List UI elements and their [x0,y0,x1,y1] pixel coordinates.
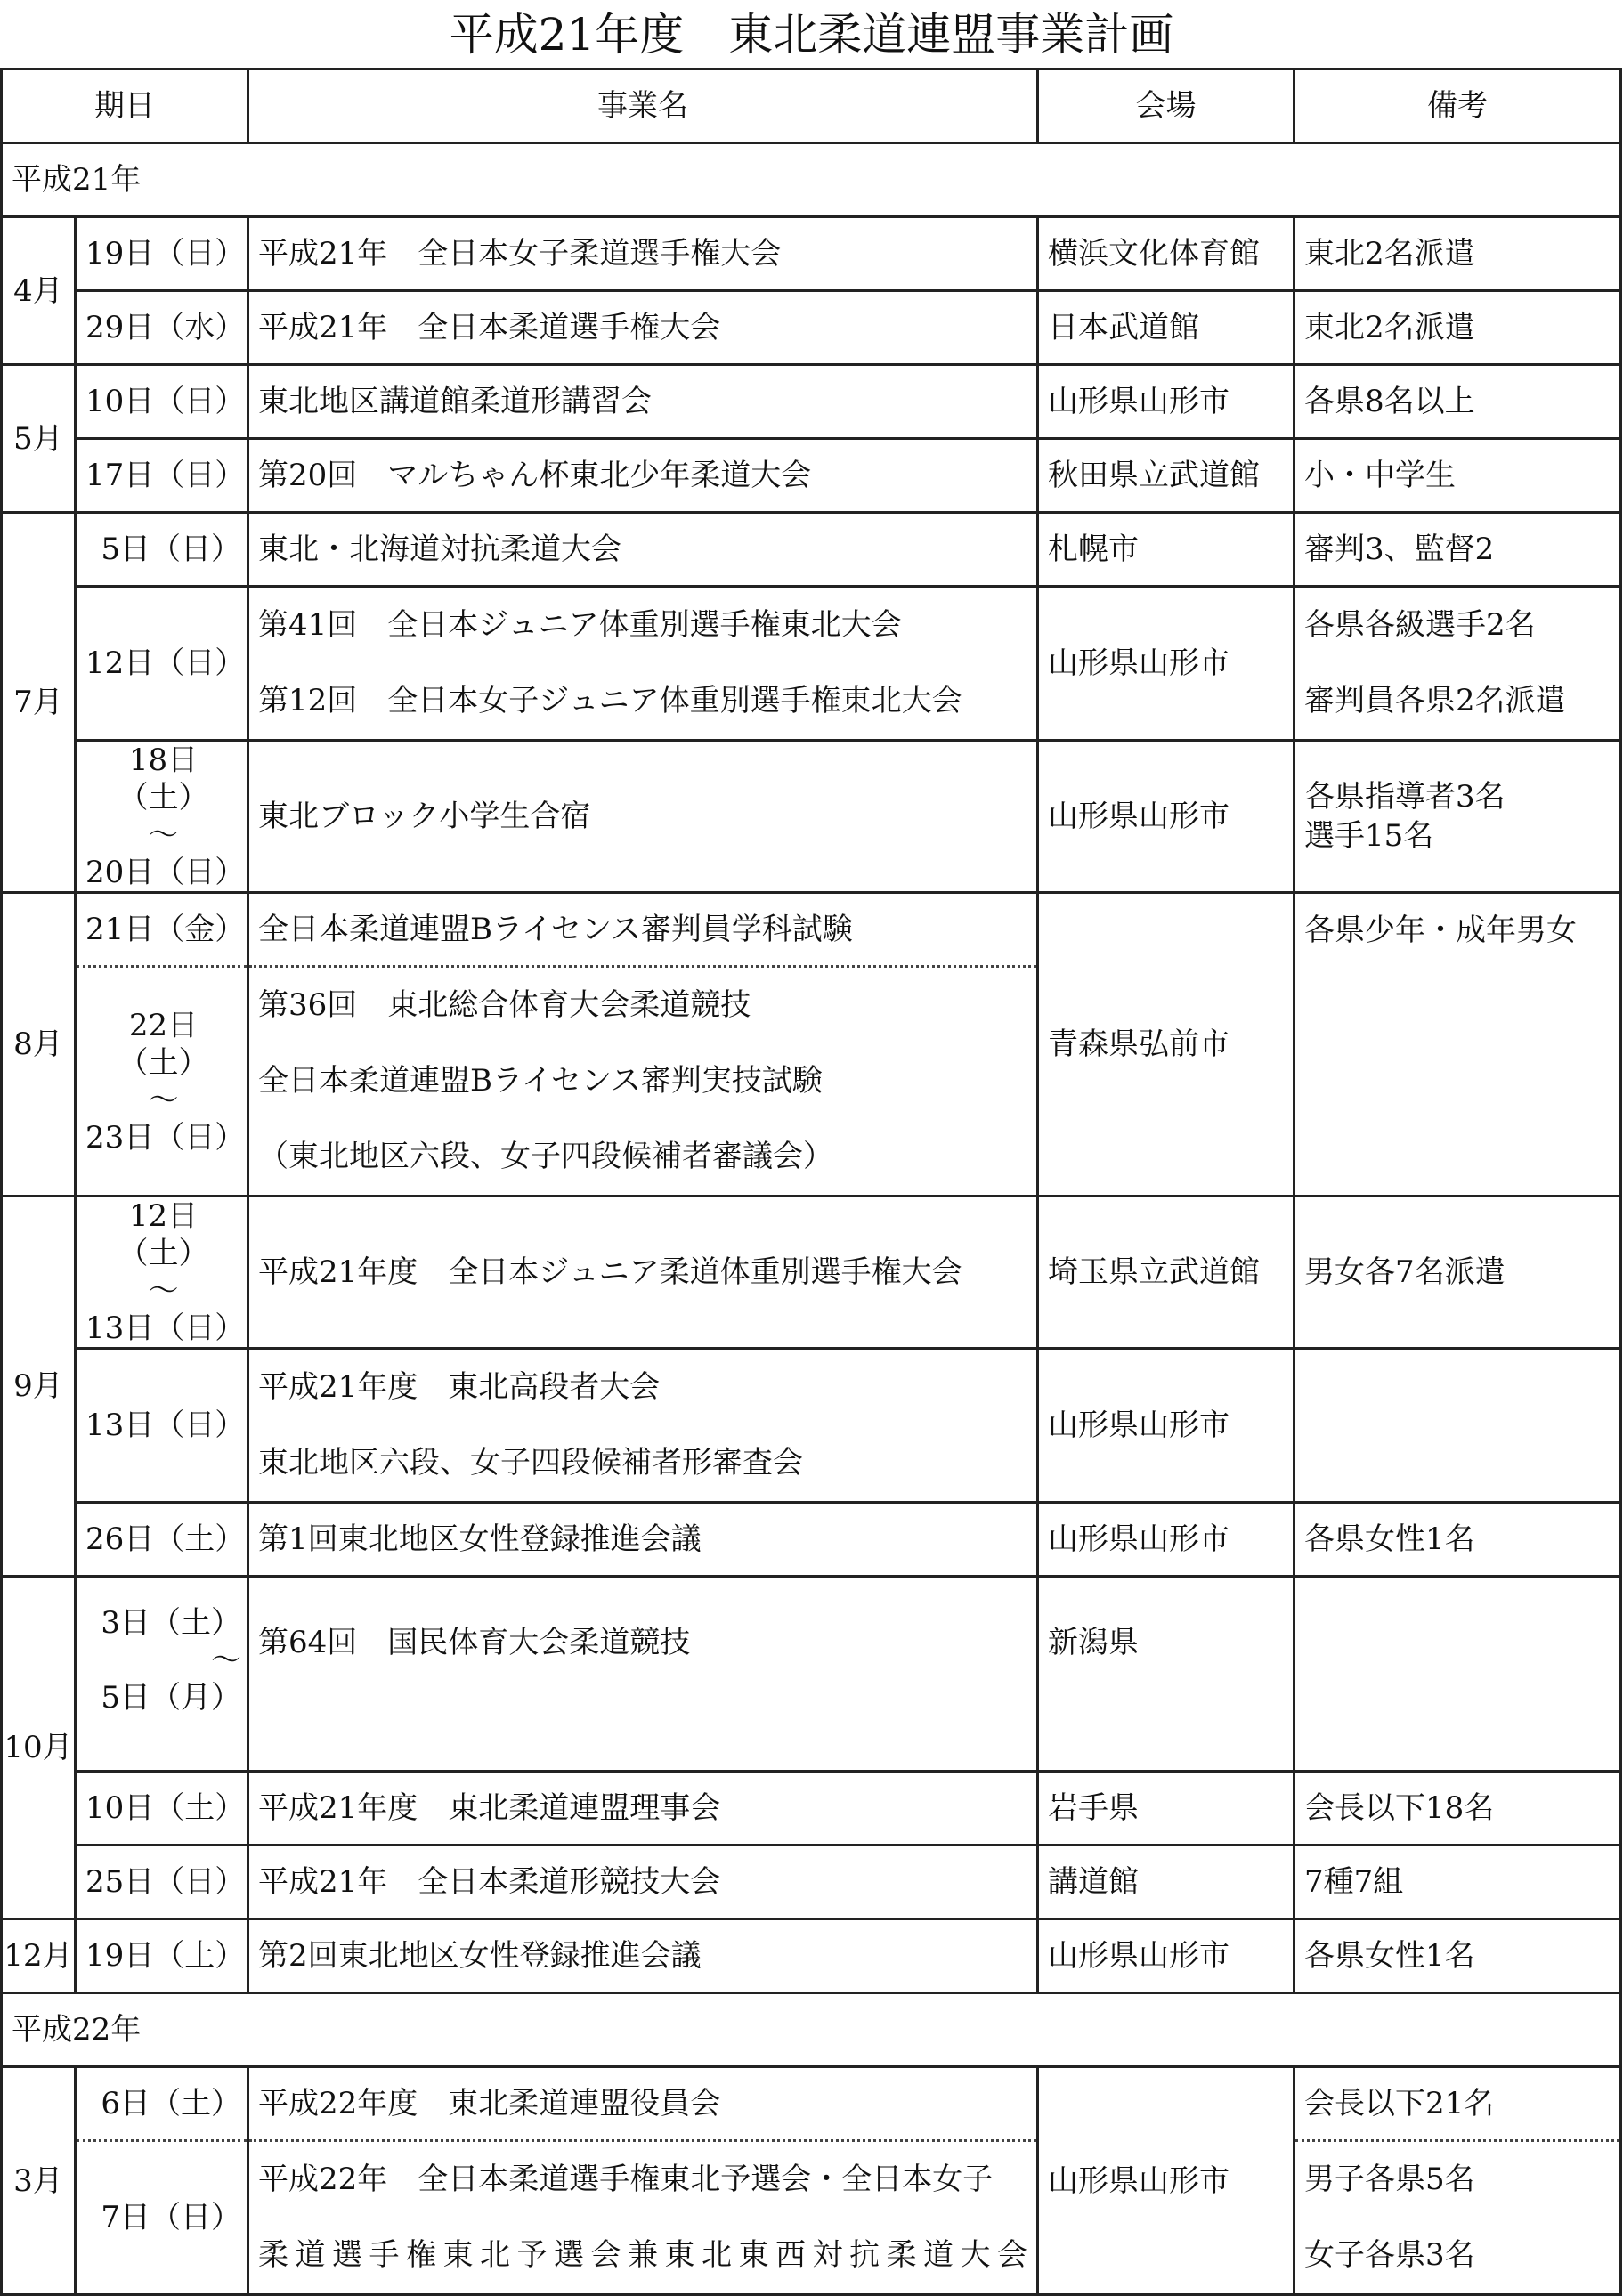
note-line: 審判員各県2名派遣 [1304,683,1566,718]
event-cell [248,967,1038,1197]
day-cell: 10日（土） [76,1772,248,1846]
day-cell: 21日（金） [76,893,248,967]
table-row [2,741,1621,893]
table-row [2,893,1621,967]
event-cell: 平成21年 全日本柔道形競技大会 [248,1846,1038,1919]
note-cell: 各県女性1名 [1294,1919,1621,1993]
event-cell: 第64回 国民体育大会柔道競技 [248,1577,1038,1772]
note-cell: 各県女性1名 [1294,1503,1621,1577]
event-line: 第12回 全日本女子ジュニア体重別選手権東北大会 [258,683,962,718]
event-line: 平成22年 全日本柔道選手権東北予選会・全日本女子 [258,2162,994,2197]
section-row [2,143,1621,217]
day-cell: 12日（土） ～ 13日（日） [76,1197,248,1349]
month-cell: 7月 [2,513,76,893]
event-cell: 東北地区講道館柔道形講習会 [248,365,1038,439]
note-cell: 各県少年・成年男女 [1294,893,1621,1197]
note-cell: 審判3、監督2 [1294,513,1621,587]
note-cell [1294,1577,1621,1772]
event-cell: 第1回東北地区女性登録推進会議 [248,1503,1038,1577]
note-cell: 7種7組 [1294,1846,1621,1919]
header-date: 期日 [2,69,248,143]
day-cell: 26日（土） [76,1503,248,1577]
venue-cell: 横浜文化体育館 [1038,217,1294,291]
event-cell: 平成21年 全日本女子柔道選手権大会 [248,217,1038,291]
table-row [2,1577,1621,1772]
schedule-table [0,68,1622,2296]
page-title: 平成21年度 東北柔道連盟事業計画 [449,9,1174,61]
day-cell: 29日（水） [76,291,248,365]
event-cell: 平成22年度 東北柔道連盟役員会 [248,2067,1038,2141]
note-cell [1294,1349,1621,1503]
header-event: 事業名 [248,69,1038,143]
event-cell: 全日本柔道連盟Bライセンス審判員学科試験 [248,893,1038,967]
header-venue: 会場 [1038,69,1294,143]
table-row [2,1772,1621,1846]
table-row [2,439,1621,513]
day-cell: 13日（日） [76,1349,248,1503]
venue-cell: 山形県山形市 [1038,1503,1294,1577]
event-line: （東北地区六段、女子四段候補者審議会） [258,1139,833,1174]
note-cell: 小・中学生 [1294,439,1621,513]
header-note: 備考 [1294,69,1621,143]
event-cell [248,1349,1038,1503]
venue-cell: 山形県山形市 [1038,1919,1294,1993]
event-cell [248,2141,1038,2295]
day-cell: 19日（日） [76,217,248,291]
note-line: 女子各県3名 [1304,2237,1475,2273]
venue-cell: 岩手県 [1038,1772,1294,1846]
event-cell: 平成21年度 全日本ジュニア柔道体重別選手権大会 [248,1197,1038,1349]
day-cell: 19日（土） [76,1919,248,1993]
event-cell: 第20回 マルちゃん杯東北少年柔道大会 [248,439,1038,513]
month-cell: 9月 [2,1197,76,1577]
event-cell: 平成21年度 東北柔道連盟理事会 [248,1772,1038,1846]
day-cell: 17日（日） [76,439,248,513]
venue-cell: 講道館 [1038,1846,1294,1919]
event-cell [248,587,1038,741]
note-cell: 会長以下18名 [1294,1772,1621,1846]
table-row [2,587,1621,741]
day-cell: 6日（土） [76,2067,248,2141]
venue-cell: 山形県山形市 [1038,587,1294,741]
month-cell: 3月 [2,2067,76,2295]
day-cell: 25日（日） [76,1846,248,1919]
event-cell: 東北・北海道対抗柔道大会 [248,513,1038,587]
month-cell: 4月 [2,217,76,365]
venue-cell: 山形県山形市 [1038,365,1294,439]
table-row [2,2067,1621,2141]
section-h21: 平成21年 [2,143,1621,217]
event-line: 平成21年度 東北高段者大会 [258,1369,661,1405]
venue-cell: 新潟県 [1038,1577,1294,1772]
note-cell: 男女各7名派遣 [1294,1197,1621,1349]
venue-cell: 秋田県立武道館 [1038,439,1294,513]
note-cell [1294,2141,1621,2295]
section-row [2,1993,1621,2067]
table-row [2,217,1621,291]
day-cell: 18日（土） ～ 20日（日） [76,741,248,893]
venue-cell: 山形県山形市 [1038,2067,1294,2295]
event-line: 柔道選手権東北予選会兼東北東西対抗柔道大会 [258,2237,1027,2273]
table-row [2,1349,1621,1503]
venue-cell: 山形県山形市 [1038,741,1294,893]
note-cell: 各県8名以上 [1294,365,1621,439]
month-cell: 12月 [2,1919,76,1993]
note-cell: 東北2名派遣 [1294,291,1621,365]
table-row [2,1197,1621,1349]
event-line: 東北地区六段、女子四段候補者形審査会 [258,1445,803,1481]
venue-cell: 山形県山形市 [1038,1349,1294,1503]
month-cell: 10月 [2,1577,76,1919]
table-row [2,513,1621,587]
venue-cell: 日本武道館 [1038,291,1294,365]
event-line: 全日本柔道連盟Bライセンス審判実技試験 [258,1063,823,1099]
note-cell [1294,587,1621,741]
day-cell: 5日（日） [76,513,248,587]
venue-cell: 埼玉県立武道館 [1038,1197,1294,1349]
month-cell: 8月 [2,893,76,1197]
header-row [2,69,1621,143]
venue-cell: 札幌市 [1038,513,1294,587]
table-row [2,1919,1621,1993]
event-cell: 第2回東北地区女性登録推進会議 [248,1919,1038,1993]
note-cell: 会長以下21名 [1294,2067,1621,2141]
table-row [2,1503,1621,1577]
table-row [2,291,1621,365]
table-row [2,365,1621,439]
day-cell: 10日（日） [76,365,248,439]
table-row [2,2141,1621,2295]
day-cell: 12日（日） [76,587,248,741]
note-cell: 各県指導者3名 選手15名 [1294,741,1621,893]
note-line: 男子各県5名 [1304,2162,1475,2197]
day-cell: 22日（土） ～ 23日（日） [76,967,248,1197]
event-line: 第36回 東北総合体育大会柔道競技 [258,987,751,1023]
section-h22: 平成22年 [2,1993,1621,2067]
day-cell: 3日（土）～ 5日（月） [76,1577,248,1772]
note-cell: 東北2名派遣 [1294,217,1621,291]
event-line: 第41回 全日本ジュニア体重別選手権東北大会 [258,607,902,643]
event-cell: 平成21年 全日本柔道選手権大会 [248,291,1038,365]
venue-cell: 青森県弘前市 [1038,893,1294,1197]
event-cell: 東北ブロック小学生合宿 [248,741,1038,893]
day-cell: 7日（日） [76,2141,248,2295]
month-cell: 5月 [2,365,76,513]
note-line: 各県各級選手2名 [1304,607,1536,643]
table-row [2,1846,1621,1919]
